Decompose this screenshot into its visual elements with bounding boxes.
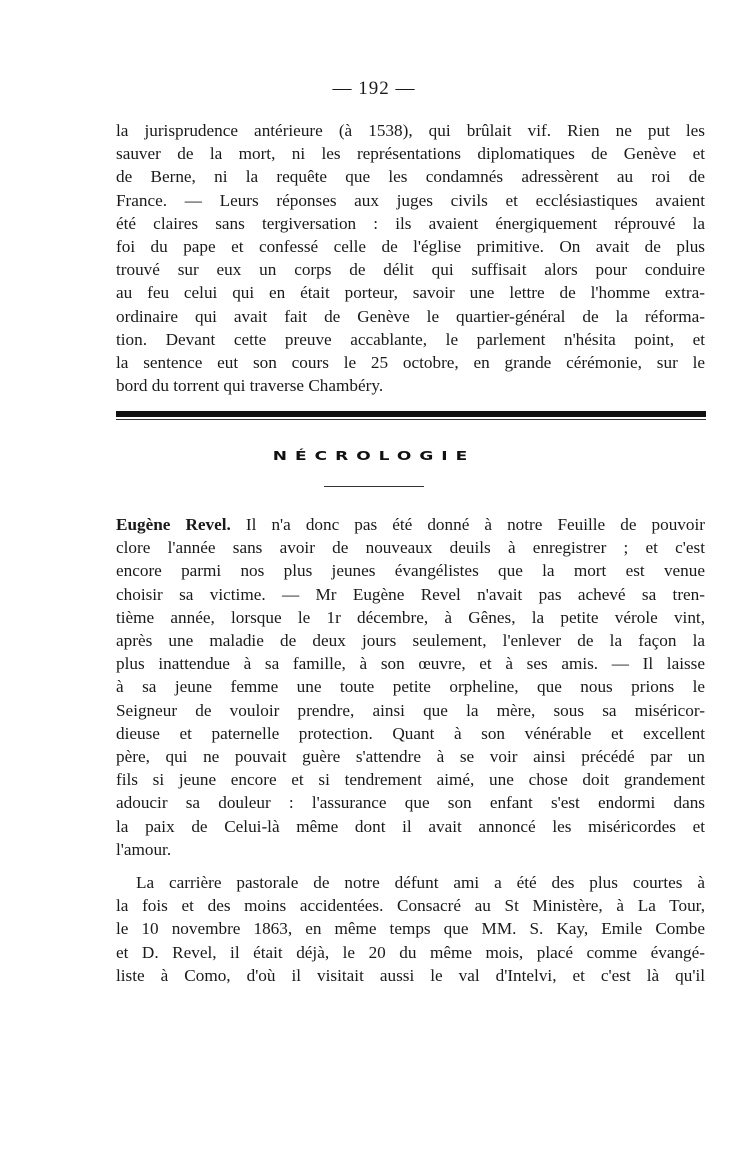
section-divider-thin bbox=[116, 419, 706, 420]
obituary-name: Eugène Revel. bbox=[116, 515, 231, 534]
text-line: père, qui ne pouvait guère s'attendre à se voir ainsi précédé par un bbox=[116, 747, 705, 767]
text-line: trouvé sur eux un corps de délit qui suffisait alors pour conduire bbox=[116, 260, 705, 280]
text-line: la paix de Celui-là même dont il avait annoncé les miséricordes et bbox=[116, 816, 705, 836]
section-divider-thick bbox=[116, 411, 706, 417]
text-line: fils si jeune encore et si tendrement aimé, une chose doit grandement bbox=[116, 770, 705, 790]
paragraph-career bbox=[116, 871, 705, 987]
text-line: liste à Como, d'où il visitait aussi le val d'Intelvi, et c'est là qu'il bbox=[116, 965, 705, 985]
text-line: la fois et des moins accidentées. Consacré au St Ministère, à La Tour, bbox=[116, 896, 705, 916]
text-line: foi du pape et confessé celle de l'église primitive. On avait de plus bbox=[116, 237, 705, 257]
page-number: — 192 — bbox=[332, 78, 416, 99]
text-line: la jurisprudence antérieure (à 1538), qui brûlait vif. Rien ne put les bbox=[116, 121, 705, 140]
paragraph-trial bbox=[116, 119, 705, 397]
text-line: la sentence eut son cours le 25 octobre, en grande cérémonie, sur le bbox=[116, 353, 705, 373]
text-line: choisir sa victime. — Mr Eugène Revel n'avait pas achevé sa tren- bbox=[116, 584, 705, 604]
text-line: dieuse et paternelle protection. Quant à son vénérable et excellent bbox=[116, 723, 705, 743]
text-line: bord du torrent qui traverse Chambéry. bbox=[116, 376, 384, 396]
text-line: sauver de la mort, ni les représentations diplomatiques de Genève et bbox=[116, 144, 705, 164]
text-line: La carrière pastorale de notre défunt ami a été des plus courtes à bbox=[136, 873, 705, 892]
text-line: le 10 novembre 1863, en même temps que MM. S. Kay, Emile Combe bbox=[116, 919, 705, 939]
text-line: ordinaire qui avait fait de Genève le quartier-général de la réforma- bbox=[116, 306, 705, 326]
text-line: après une maladie de deux jours seulement, l'enlever de la façon la bbox=[116, 631, 705, 651]
paragraph-obituary bbox=[116, 513, 705, 861]
text-segment: Il n'a donc pas été donné à notre Feuille de pouvoir bbox=[230, 515, 705, 534]
text-line bbox=[116, 513, 705, 536]
text-line: de Berne, ni la requête que les condamnés adressèrent au roi de bbox=[116, 167, 705, 187]
text-line: France. — Leurs réponses aux juges civils et ecclésiastiques avaient bbox=[116, 190, 705, 210]
text-line: clore l'année sans avoir de nouveaux deuils à enregistrer ; et c'est bbox=[116, 538, 705, 558]
text-line: l'amour. bbox=[116, 839, 172, 859]
text-line: et D. Revel, il était déjà, le 20 du même mois, placé comme évangé- bbox=[116, 942, 705, 962]
text-line: été claires sans tergiversation : ils avaient énergiquement réprouvé la bbox=[116, 213, 705, 233]
text-line: encore parmi nos plus jeunes évangélistes que la mort est venue bbox=[116, 561, 705, 581]
text-line: à sa jeune femme une toute petite orpheline, que nous prions le bbox=[116, 677, 705, 697]
text-line: tième année, lorsque le 1r décembre, à Gênes, la petite vérole vint, bbox=[116, 607, 705, 627]
text-line: tion. Devant cette preuve accablante, le parlement n'hésita point, et bbox=[116, 329, 705, 349]
title-underline bbox=[324, 486, 424, 487]
text-line: plus inattendue à sa famille, à son œuvre, et à ses amis. — Il laisse bbox=[116, 654, 705, 674]
text-line: Seigneur de vouloir prendre, ainsi que la mère, sous sa miséricor- bbox=[116, 700, 705, 720]
section-title: NÉCROLOGIE bbox=[272, 448, 476, 464]
text-line: adoucir sa douleur : l'assurance que son enfant s'est endormi dans bbox=[116, 793, 705, 813]
text-line: au feu celui qui en était porteur, savoir une lettre de l'homme extra- bbox=[116, 283, 705, 303]
